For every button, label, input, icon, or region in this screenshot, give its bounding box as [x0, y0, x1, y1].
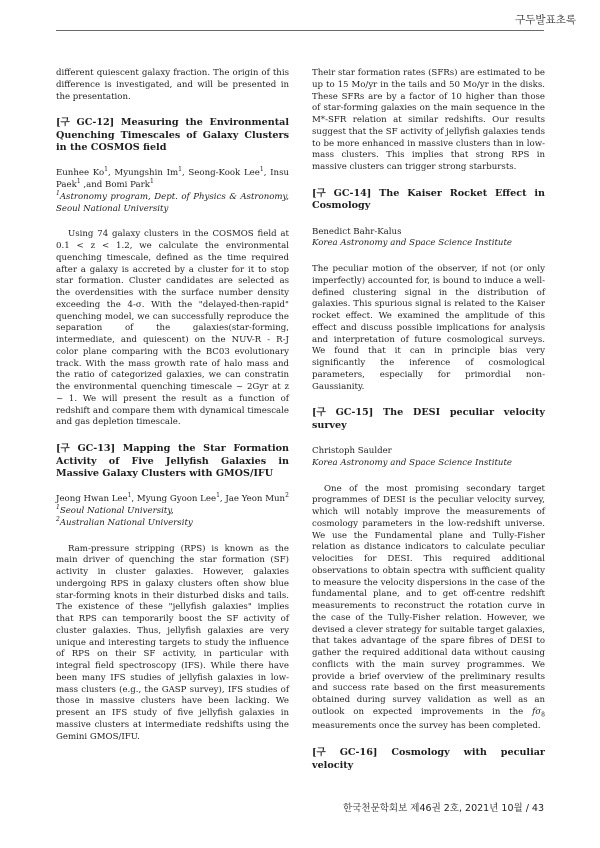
continued-text: Their star formation rates (SFRs) are estimated to be up to 15 Mo/yr in the tails and 50 Mo/yr in the disks. These SFRs are by a factor of 10 higher than those of star-forming galaxies on the main sequence in the M*-SFR relation at similar redshifts. Our results suggest that the SF activity of jellyfish galaxies tends to be more enhanced in massive clusters than in low-mass clusters. This implies that strong RPS in massive clusters can trigger strong starbursts. [312, 68, 545, 172]
author-gc14: Benedict Bahr-Kalus [312, 226, 402, 237]
intro-text: different quiescent galaxy fraction. The origin of this difference is investigated, and will be presented in the presentation. [56, 68, 289, 102]
header-rule [56, 30, 544, 31]
abstract-body-gc12: Using 74 galaxy clusters in the COSMOS field at 0.1 < z < 1.2, we calculate the environmental quenching timescale, defined as the time required after a galaxy is accreted by a cluster for it to stop star formation. Cluster candidates are selected as the overdensities with the surface number density exceeding the 4-σ. With the "delayed-then-rapid" quenching model, we can successfully reproduce the separation of the galaxies(star-forming, intermediate, and quiescent) on the NUV-R - R-J color plane comparing with the BC03 evolutionary track. With the mass growth rate of halo mass and the ratio of categorized galaxies, we can constratin the environmental quenching timescale ~ 2Gyr at z ~ 1. We will present the result as a function of redshift and compare them with dynamical timescale and gas depletion timescale. [56, 229, 289, 428]
abstract-title-gc16: [구 GC-16] Cosmology with peculiar velocity [312, 747, 545, 771]
abstract-title-gc13: [구 GC-13] Mapping the Star Formation Activity of Five Jellyfish Galaxies in Massive Galaxy Clusters with GMOS/IFU [56, 443, 289, 480]
affiliation-gc15: Korea Astronomy and Space Science Institute [312, 457, 513, 468]
abstract-title-gc12: [구 GC-12] Measuring the Environmental Quenching Timescales of Galaxy Clusters in the COSMOS field [56, 117, 289, 154]
section-tag: 구두발표초록 [515, 14, 576, 26]
abstract-title-gc15: [구 GC-15] The DESI peculiar velocity survey [312, 407, 545, 431]
affiliation-gc13-1: $^1$Seoul National University, [56, 504, 174, 517]
authors-gc13: Jeong Hwan Lee$^1$, Myung Gyoon Lee$^1$, Jae Yeon Mun$^2$ [56, 492, 289, 505]
abstract-title-gc14: [구 GC-14] The Kaiser Rocket Effect in Cosmology [312, 187, 545, 212]
authors-gc12: Eunhee Ko$^1$, Myungshin Im$^1$, Seong-Kook Lee$^1$, Insu Paek$^1$ ,and Bomi Park$^1$ [56, 166, 290, 191]
author-gc15: Christoph Saulder [312, 446, 392, 457]
left-column [56, 68, 289, 743]
abstract-body-gc13: Ram-pressure stripping (RPS) is known as the main driver of quenching the star formation (SF) activity in cluster galaxies. However, galaxies undergoing RPS in galaxy clusters often show blue star-forming knots in their disturbed disks and tails. The existence of these "jellyfish galaxies" implies that RPS can temporarily boost the SF activity of cluster galaxies. Thus, jellyfish galaxies are very unique and interesting targets to study the influence of RPS on their SF activity, in particular with integral field spectroscopy (IFS). While there have been many IFS studies of jellyfish galaxies in low-mass clusters (e.g., the GASP survey), IFS studies of those in massive clusters have been lacking. We present an IFS study of five jellyfish galaxies in massive clusters at intermediate redshifts using the Gemini GMOS/IFU. [56, 543, 289, 742]
affiliation-gc13-2: $^2$Australian National University [56, 516, 193, 528]
page-footer: 한국천문학회보 제46권 2호, 2021년 10월 / 43 [343, 803, 544, 814]
abstract-body-gc15: One of the most promising secondary target programmes of DESI is the peculiar velocity survey, which will notably improve the measurements of cosmology parameters in the low-redshift universe. We use the Fundamental plane and Tully-Fisher relation as distance indicators to calculate peculiar velocities for DESI. This required additional observations to obtain spectra with sufficient quality to measure the velocity dispersions in the case of the fundamental plane, and to get off-centre redshift measurements to reconstruct the rotation curve in the case of the Tully-Fisher relation. However, we devised a clever strategy for suitable target galaxies, that takes advantage of the spare fibres of DESI to gather the required additional data without causing conflicts with the main survey programmes. We provide a brief overview of the preliminary results and success rate based on the first measurements obtained during survey validation as well as an outlook on expected improvements in the $f\sigma_8$ measurements once the survey has been completed. [312, 483, 545, 732]
affiliation-gc14: Korea Astronomy and Space Science Institute [312, 238, 513, 249]
affiliation-gc12: $^1$Astronomy program, Dept. of Physics & Astronomy, Seoul National University [56, 190, 289, 214]
abstract-body-gc14: The peculiar motion of the observer, if not (or only imperfectly) accounted for, is bound to induce a well-defined clustering signal in the distribution of galaxies. This spurious signal is related to the Kaiser rocket effect. We examined the amplitude of this effect and discuss possible implications for analysis and interpretation of future cosmological surveys. We found that it can in principle bias very significantly the inference of cosmological parameters, especially for primordial non-Gaussianity. [312, 264, 545, 392]
right-column [312, 68, 545, 772]
